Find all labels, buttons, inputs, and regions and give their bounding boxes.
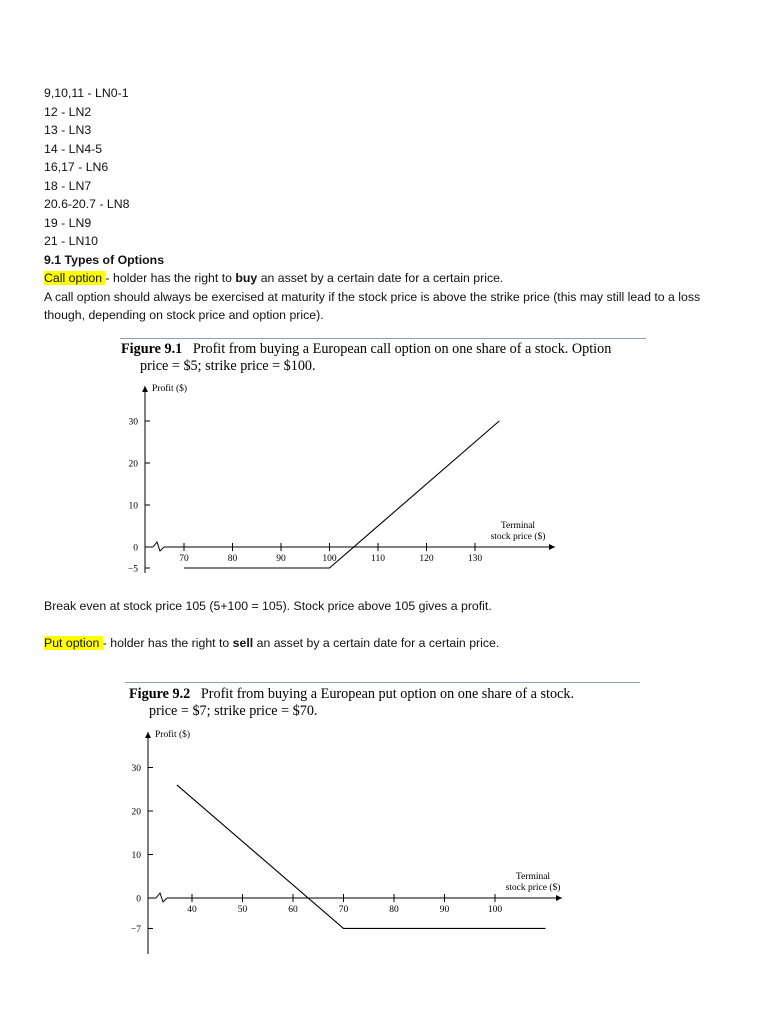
x-tick-label: 80 <box>227 554 238 564</box>
document-body <box>44 84 724 325</box>
put-keyword: sell <box>232 636 254 650</box>
put-definition <box>44 634 499 652</box>
figure-caption <box>125 683 641 720</box>
figure-caption-text-2: price = $7; strike price = $70. <box>149 703 318 719</box>
call-text: - holder has the right to <box>105 271 236 285</box>
y-axis-arrow <box>145 732 151 738</box>
x-tick-label: 120 <box>419 554 434 564</box>
break-even-text: Break even at stock price 105 (5+100 = 105). Stock price above 105 gives a profit. <box>44 599 492 613</box>
section-heading: 9.1 Types of Options <box>44 252 165 267</box>
index-line: 13 - LN3 <box>44 123 92 137</box>
x-axis-label: stock price ($) <box>490 532 546 542</box>
call-keyword: buy <box>235 271 258 285</box>
call-definition <box>44 269 724 288</box>
call-note: A call option should always be exercised at maturity if the stock price is above the strike price (this may still lead to a loss though, depending on stock price and option price). <box>44 289 701 322</box>
figure-number: Figure 9.2 <box>129 686 191 702</box>
call-text-rest: an asset by a certain date for a certain price. <box>257 271 504 285</box>
figure-caption-text: Profit from buying a European call option on one share of a stock. Option <box>192 341 612 357</box>
y-tick-label: 20 <box>131 807 141 818</box>
y-tick-label: 10 <box>128 501 138 512</box>
index-line: 9,10,11 - LN0-1 <box>44 86 129 100</box>
x-tick-label: 70 <box>338 905 349 915</box>
index-line: 12 - LN2 <box>44 104 92 119</box>
index-line: 18 - LN7 <box>44 178 92 193</box>
x-tick-label: 70 <box>179 554 189 564</box>
figure-9-2 <box>125 682 641 935</box>
y-tick-label: 0 <box>133 543 138 554</box>
figure-caption <box>118 339 646 375</box>
y-axis-arrow <box>142 386 148 392</box>
index-line: 14 - LN4-5 <box>44 141 103 156</box>
x-axis-arrow <box>556 895 562 901</box>
index-line: 16,17 - LN6 <box>44 160 109 174</box>
x-axis-label: Terminal <box>515 872 551 882</box>
call-term: Call option <box>44 271 106 285</box>
axis-break-mark <box>153 542 164 551</box>
chart-figure-9-1 <box>118 378 646 618</box>
put-text: - holder has the right to <box>102 636 233 650</box>
figure-caption-text: Profit from buying a European put option on one share of a stock. <box>200 686 574 702</box>
x-tick-label: 90 <box>276 554 286 564</box>
put-term: Put option <box>44 636 103 650</box>
index-line: 20.6-20.7 - LN8 <box>44 197 130 211</box>
y-tick-label: −5 <box>127 564 138 575</box>
x-tick-label: 110 <box>371 554 385 564</box>
figure-number: Figure 9.1 <box>121 341 183 357</box>
y-tick-label: 10 <box>131 851 141 861</box>
x-axis-label: Terminal <box>500 521 536 531</box>
put-text-rest: an asset by a certain date for a certain price. <box>253 636 500 650</box>
x-axis-arrow <box>549 544 555 550</box>
x-tick-label: 50 <box>237 905 248 915</box>
y-tick-label: −7 <box>130 924 141 935</box>
y-axis-label: Profit ($) <box>152 384 188 394</box>
x-tick-label: 100 <box>322 554 337 564</box>
chart-figure-9-2 <box>125 724 641 974</box>
figure-caption-text-2: price = $5; strike price = $100. <box>140 358 316 374</box>
index-line: 21 - LN10 <box>44 234 99 248</box>
x-tick-label: 40 <box>187 905 197 915</box>
x-tick-label: 80 <box>389 905 399 915</box>
x-tick-label: 100 <box>487 905 503 915</box>
y-tick-label: 0 <box>136 894 141 905</box>
x-tick-label: 130 <box>467 554 483 564</box>
y-tick-label: 20 <box>128 459 138 470</box>
index-line: 19 - LN9 <box>44 215 92 230</box>
figure-9-1 <box>118 338 646 575</box>
x-axis-label: stock price ($) <box>505 883 561 893</box>
x-tick-label: 90 <box>439 905 450 915</box>
y-tick-label: 30 <box>131 764 141 774</box>
y-tick-label: 30 <box>128 417 138 428</box>
profit-line <box>184 421 499 568</box>
y-axis-label: Profit ($) <box>155 730 191 740</box>
axis-break-mark <box>156 893 167 902</box>
x-tick-label: 60 <box>288 905 298 915</box>
